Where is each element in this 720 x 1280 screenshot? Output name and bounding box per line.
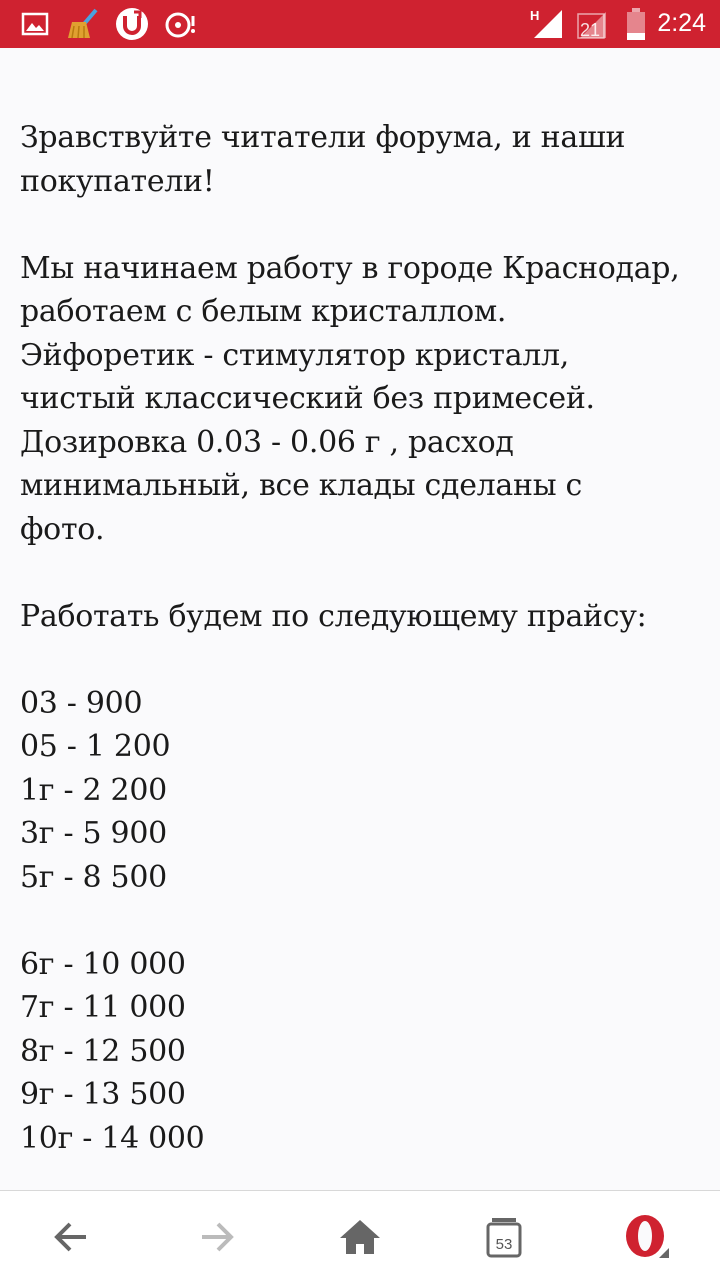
- text-line: Работать будем по следующему прайсу:: [20, 598, 647, 634]
- status-clock: 2:24: [657, 9, 706, 37]
- paragraph-greeting: [20, 116, 700, 203]
- price-row: 8г - 12 500: [20, 1033, 186, 1069]
- price-row: 05 - 1 200: [20, 729, 171, 764]
- price-row: 03 - 900: [20, 685, 143, 721]
- price-row: 5г - 8 500: [20, 859, 167, 895]
- disc-icon: [164, 6, 198, 42]
- price-row: 9г - 13 500: [20, 1077, 186, 1112]
- text-line: чистый классический без примесей.: [20, 381, 595, 416]
- sim-icon: [574, 6, 610, 42]
- arrow-left-icon: [52, 1217, 92, 1257]
- text-line: работаем с белым кристаллом.: [20, 294, 507, 329]
- image-icon: [20, 6, 50, 42]
- article-body: [20, 116, 700, 1204]
- text-line: Зравствуйте читатели форума, и наши: [20, 120, 626, 155]
- text-line: Дозировка 0.03 - 0.06 г , расход: [20, 424, 514, 460]
- status-bar: [0, 0, 720, 48]
- price-row: 1г - 2 200: [20, 772, 167, 808]
- tabs-button[interactable]: [476, 1209, 532, 1265]
- price-list-1: [20, 682, 700, 900]
- home-button[interactable]: [332, 1209, 388, 1265]
- tabs-icon: [486, 1216, 522, 1258]
- opera-logo-icon: [623, 1212, 673, 1262]
- paragraph-price-heading: [20, 595, 700, 639]
- arrow-right-icon: [196, 1217, 236, 1257]
- svg-text:21: 21: [580, 20, 601, 40]
- svg-text:H: H: [530, 8, 540, 23]
- price-row: 3г - 5 900: [20, 816, 167, 851]
- tabs-count: 53: [495, 1236, 513, 1253]
- text-line: Мы начинаем работу в городе Краснодар,: [20, 250, 680, 286]
- price-row: 6г - 10 000: [20, 946, 186, 982]
- price-row: 7г - 11 000: [20, 990, 186, 1025]
- utorrent-icon: [114, 6, 150, 42]
- opera-menu-button[interactable]: [620, 1209, 676, 1265]
- back-button[interactable]: [44, 1209, 100, 1265]
- browser-bottom-bar: [0, 1190, 720, 1280]
- text-line: покупатели!: [20, 163, 215, 199]
- battery-icon: [624, 6, 648, 42]
- paragraph-intro: [20, 247, 700, 552]
- text-line: минимальный, все клады сделаны с: [20, 468, 583, 503]
- text-line: Эйфоретик - стимулятор кристалл,: [20, 337, 570, 373]
- broom-icon: [66, 6, 100, 42]
- signal-icon: [528, 6, 566, 42]
- price-row: 10г - 14 000: [20, 1120, 205, 1156]
- text-line: фото.: [20, 511, 105, 547]
- home-icon: [338, 1217, 382, 1257]
- price-list-2: [20, 943, 700, 1161]
- forward-button[interactable]: [188, 1209, 244, 1265]
